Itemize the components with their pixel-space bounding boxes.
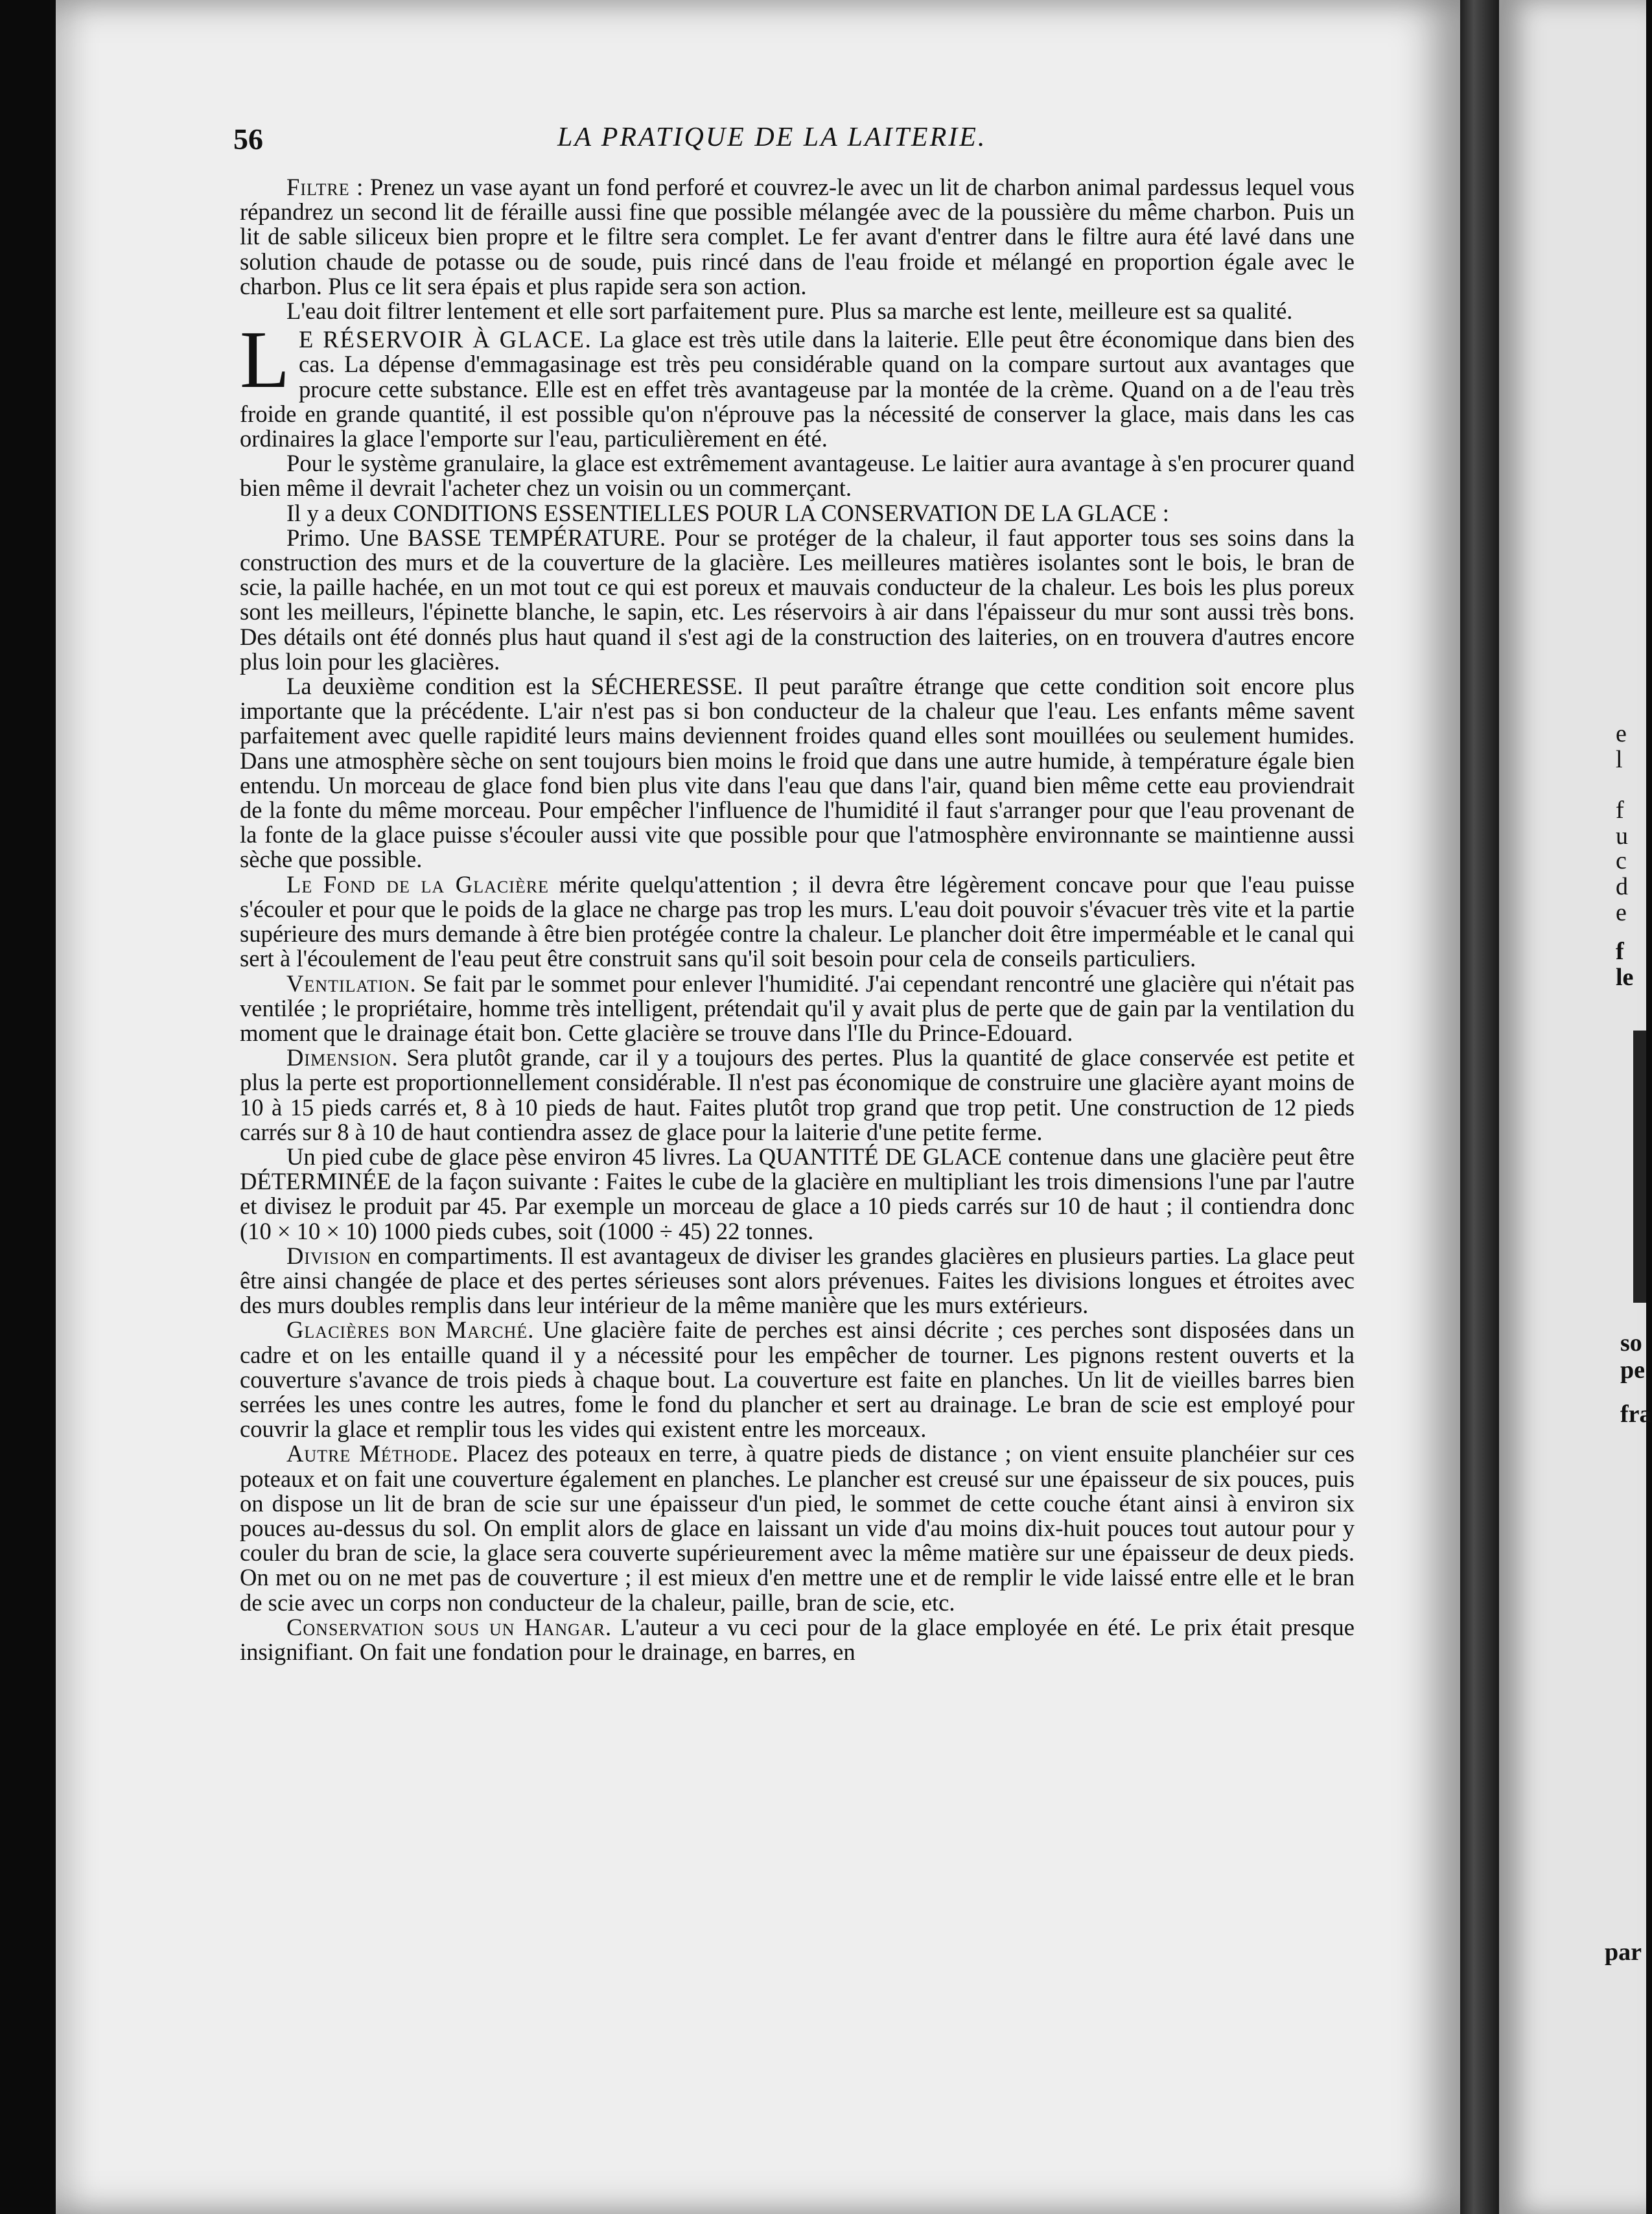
section-heading: E RÉSERVOIR À GLACE.: [298, 326, 592, 353]
paragraph: [240, 526, 1355, 674]
paragraph-text: en compartiments. Il est avantageux de diviser les grandes glacières en plusieurs parties. La glace peut être ainsi changée de place et des pertes sérieuses sont alors prévenues. Faites les divisions longues et étroites avec des murs doubles remplis dans leur intérieur de la même manière que les murs extérieurs.: [240, 1242, 1355, 1319]
facing-page-fragment: f: [1616, 938, 1624, 965]
paragraph-dimension: [240, 1045, 1355, 1145]
paragraph-text: Pour le système granulaire, la glace est extrêmement avantageuse. Le laitier aura avantage à s'en procurer quand bien même il devrait l'acheter chez un voisin ou un commerçant.: [240, 450, 1355, 502]
facing-page-fragment: l: [1616, 746, 1623, 773]
paragraph-text: La glace est très utile dans la laiterie. Elle peut être économique dans bien des cas. La dépense d'emmagasinage est très peu considérable quand on la compare surtout aux avantages que procure cette substance. Elle est en effet très avantageuse par la montée de la crème. Quand on a de l'eau très froide en grande quantité, il est possible qu'on n'éprouve pas la nécessité de conserver la glace, mais dans les cas ordinaires la glace l'emporte sur l'eau, particulièrement en été.: [240, 326, 1355, 452]
paragraph-label: Division: [286, 1242, 372, 1269]
facing-page-fragment: c: [1616, 847, 1627, 874]
paragraph-conservation: [240, 1615, 1355, 1664]
paragraph-label: Glacières bon Marché.: [286, 1316, 535, 1344]
facing-page-fragment: f: [1616, 797, 1624, 824]
section-reservoir: [240, 315, 1355, 452]
running-title: LA PRATIQUE DE LA LAITERIE.: [557, 122, 987, 152]
paragraph-text: Un pied cube de glace pèse environ 45 livres. La QUANTITÉ DE GLACE contenue dans une glacière peut être DÉTERMINÉE de la façon suivante : Faites le cube de la glacière en multipliant les trois dimensions l'une par l'autre et divisez le produit par 45. Par exemple un morceau de glace a 10 pieds carrés sur 10 de haut ; il contiendra donc (10 × 10 × 10) 1000 pieds cubes, soit (1000 ÷ 45) 22 tonnes.: [240, 1143, 1355, 1244]
paragraph-label: Ventilation.: [286, 970, 417, 997]
paragraph-label: Conservation sous un Hangar.: [286, 1613, 612, 1640]
facing-page: [1499, 0, 1646, 2214]
body-text: [240, 175, 1355, 1664]
facing-page-fragment: pe: [1620, 1357, 1645, 1384]
paragraph-label: Filtre :: [286, 174, 364, 200]
paragraph: [240, 674, 1355, 872]
paragraph-ventilation: [240, 972, 1355, 1046]
paragraph: [240, 1145, 1355, 1244]
paragraph-text: Une glacière faite de perches est ainsi décrite ; ces perches sont disposées dans un cadre et on les entaille quand il y a nécessité pour les empêcher de tourner. Les pignons restent ouverts et la couverture s'avance de trois pieds à chaque bout. La couverture est faite en planches. Un lit de vieilles barres bien serrées les unes contre les autres, fome le fond du plancher et sert au drainage. Le bran de scie est employé pour couvrir la glace et remplir tous les vides qui existent entre les morceaux.: [240, 1316, 1355, 1443]
paragraph-label: Dimension.: [286, 1044, 399, 1071]
paragraph-fond: [240, 872, 1355, 972]
paragraph-filtre: [240, 175, 1355, 299]
paragraph-division: [240, 1244, 1355, 1318]
facing-page-fragment: le: [1616, 964, 1634, 991]
paragraph-text: Placez des poteaux en terre, à quatre pieds de distance ; on vient ensuite planchéier sur ces poteaux et on fait une couverture également en planches. Le plancher est creusé sur une épaisseur de six pouces, puis on dispose un lit de bran de scie sur une épaisseur d'un pied, le sommet de cette couche étant ainsi à environ six pouces au-dessus du sol. On emplit alors de glace en laissant un vide d'au moins dix-huit pouces tout autour pour y couler du bran de scie, la glace sera couverte supérieurement avec la même matière sur une épaisseur de deux pieds. On met ou on ne met pas de couverture ; il est mieux d'en mettre une et de remplir le vide laissé entre elle et le bran de scie avec un corps non conducteur de la chaleur, paille, bran de scie, etc.: [240, 1440, 1355, 1616]
paragraph: [240, 299, 1355, 323]
paragraph-label: Autre Méthode.: [286, 1440, 459, 1467]
paragraph-text: Prenez un vase ayant un fond perforé et couvrez-le avec un lit de charbon animal pardessus lequel vous répandrez un second lit de féraille aussi fine que possible mélangée avec de la poussière du même charbon. Puis un lit de sable siliceux bien propre et le filtre sera complet. Le fer avant d'entrer dans le filtre aura été lavé dans une solution chaude de potasse ou de soude, puis rincé dans de l'eau froide et mélangé en proportion égale avec le charbon. Plus ce lit sera épais et plus rapide sera son action.: [240, 174, 1355, 299]
paragraph-text: Se fait par le sommet pour enlever l'humidité. J'ai cependant rencontré une glacière qui n'était pas ventilée ; le propriétaire, homme très intelligent, prétendait qu'il y avait plus de perte que de gain par la ventilation du moment que le drainage était bon. Cette glacière se trouve dans l'Ile du Prince-Edouard.: [240, 970, 1355, 1046]
paragraph-text: Sera plutôt grande, car il y a toujours des pertes. Plus la quantité de glace conservée est petite et plus la perte est proportionnellement considérable. Il n'est pas économique de construire une glacière ayant moins de 10 à 15 pieds carrés et, 8 à 10 pieds de haut. Faites plutôt trop grand que trop petit. Une construction de 12 pieds carrés sur 8 à 10 de haut contiendra assez de glace pour la laiterie d'une petite ferme.: [240, 1044, 1355, 1145]
facing-page-fragment: par: [1605, 1939, 1642, 1966]
facing-page-fragment: u: [1616, 822, 1628, 850]
paragraph-text: La deuxième condition est la SÉCHERESSE. Il peut paraître étrange que cette condition soit encore plus importante que la précédente. L'air n'est pas si bon conducteur de la chaleur que l'eau. Les enfants même savent parfaitement avec quelle rapidité leurs mains deviennent froides quand elles sont mouillées ou seulement humides. Dans une atmosphère sèche on sent toujours bien moins le froid que dans une autre humide, à température égale bien entendu. Un morceau de glace fond bien plus vite dans l'eau que dans l'air, quand bien même cette eau proviendrait de la fonte du même morceau. Pour empêcher l'influence de l'humidité il faut s'arranger pour que l'eau provenant de la fonte de la glace puisse s'écouler aussi vite que possible pour que l'atmosphère environnante se maintienne aussi sèche que possible.: [240, 673, 1355, 873]
paragraph-glacieres: [240, 1318, 1355, 1441]
paragraph: [240, 501, 1355, 526]
facing-page-illustration-edge: [1633, 1031, 1646, 1303]
drop-cap: L: [240, 315, 290, 406]
paragraph-text: L'auteur a vu ceci pour de la glace employée en été. Le prix était presque insignifiant. On fait une fondation pour le drainage, en barres, en: [240, 1613, 1355, 1665]
running-header: [233, 122, 1361, 161]
facing-page-fragment: d: [1616, 873, 1628, 900]
paragraph-text: L'eau doit filtrer lentement et elle sort parfaitement pure. Plus sa marche est lente, meilleure est sa qualité.: [286, 297, 1293, 325]
facing-page-fragment: fra: [1620, 1401, 1652, 1428]
paragraph-text: Il y a deux CONDITIONS ESSENTIELLES POUR LA CONSERVATION DE LA GLACE :: [286, 499, 1169, 526]
page-number: 56: [233, 122, 263, 156]
paragraph: [240, 451, 1355, 500]
paragraph-autre-methode: [240, 1441, 1355, 1614]
paragraph-text: mérite quelqu'attention ; il devra être légèrement concave pour que l'eau puisse s'écouler et pour que le poids de la glace ne charge pas trop les murs. L'eau doit pouvoir s'évacuer très vite et la partie supérieure des murs demande à être bien protégée contre la chaleur. Le plancher doit être imperméable et le canal qui sert à l'écoulement de l'eau peut être construit sans qu'il soit besoin pour cela de conseils particuliers.: [240, 870, 1355, 972]
facing-page-fragment: so: [1620, 1329, 1642, 1357]
facing-page-fragment: e: [1616, 720, 1627, 747]
book-gutter: [1460, 0, 1499, 2214]
facing-page-fragment: e: [1616, 899, 1627, 926]
paragraph-label: Le Fond de la Glacière: [286, 870, 549, 898]
paragraph-text: Primo. Une BASSE TEMPÉRATURE. Pour se protéger de la chaleur, il faut apporter tous ses soins dans la construction des murs et de la couverture de la glacière. Les meilleures matières isolantes sont le bois, le bran de scie, la paille hachée, en un mot tout ce qui est poreux et mauvais conducteur de la chaleur. Les bois les plus poreux sont les meilleurs, l'épinette blanche, le sapin, etc. Les réservoirs à air dans l'épaisseur du mur sont aussi très bons. Des détails ont été donnés plus haut quand il s'est agi de la construction des laiteries, on en trouvera d'autres encore plus loin pour les glacières.: [240, 524, 1355, 675]
